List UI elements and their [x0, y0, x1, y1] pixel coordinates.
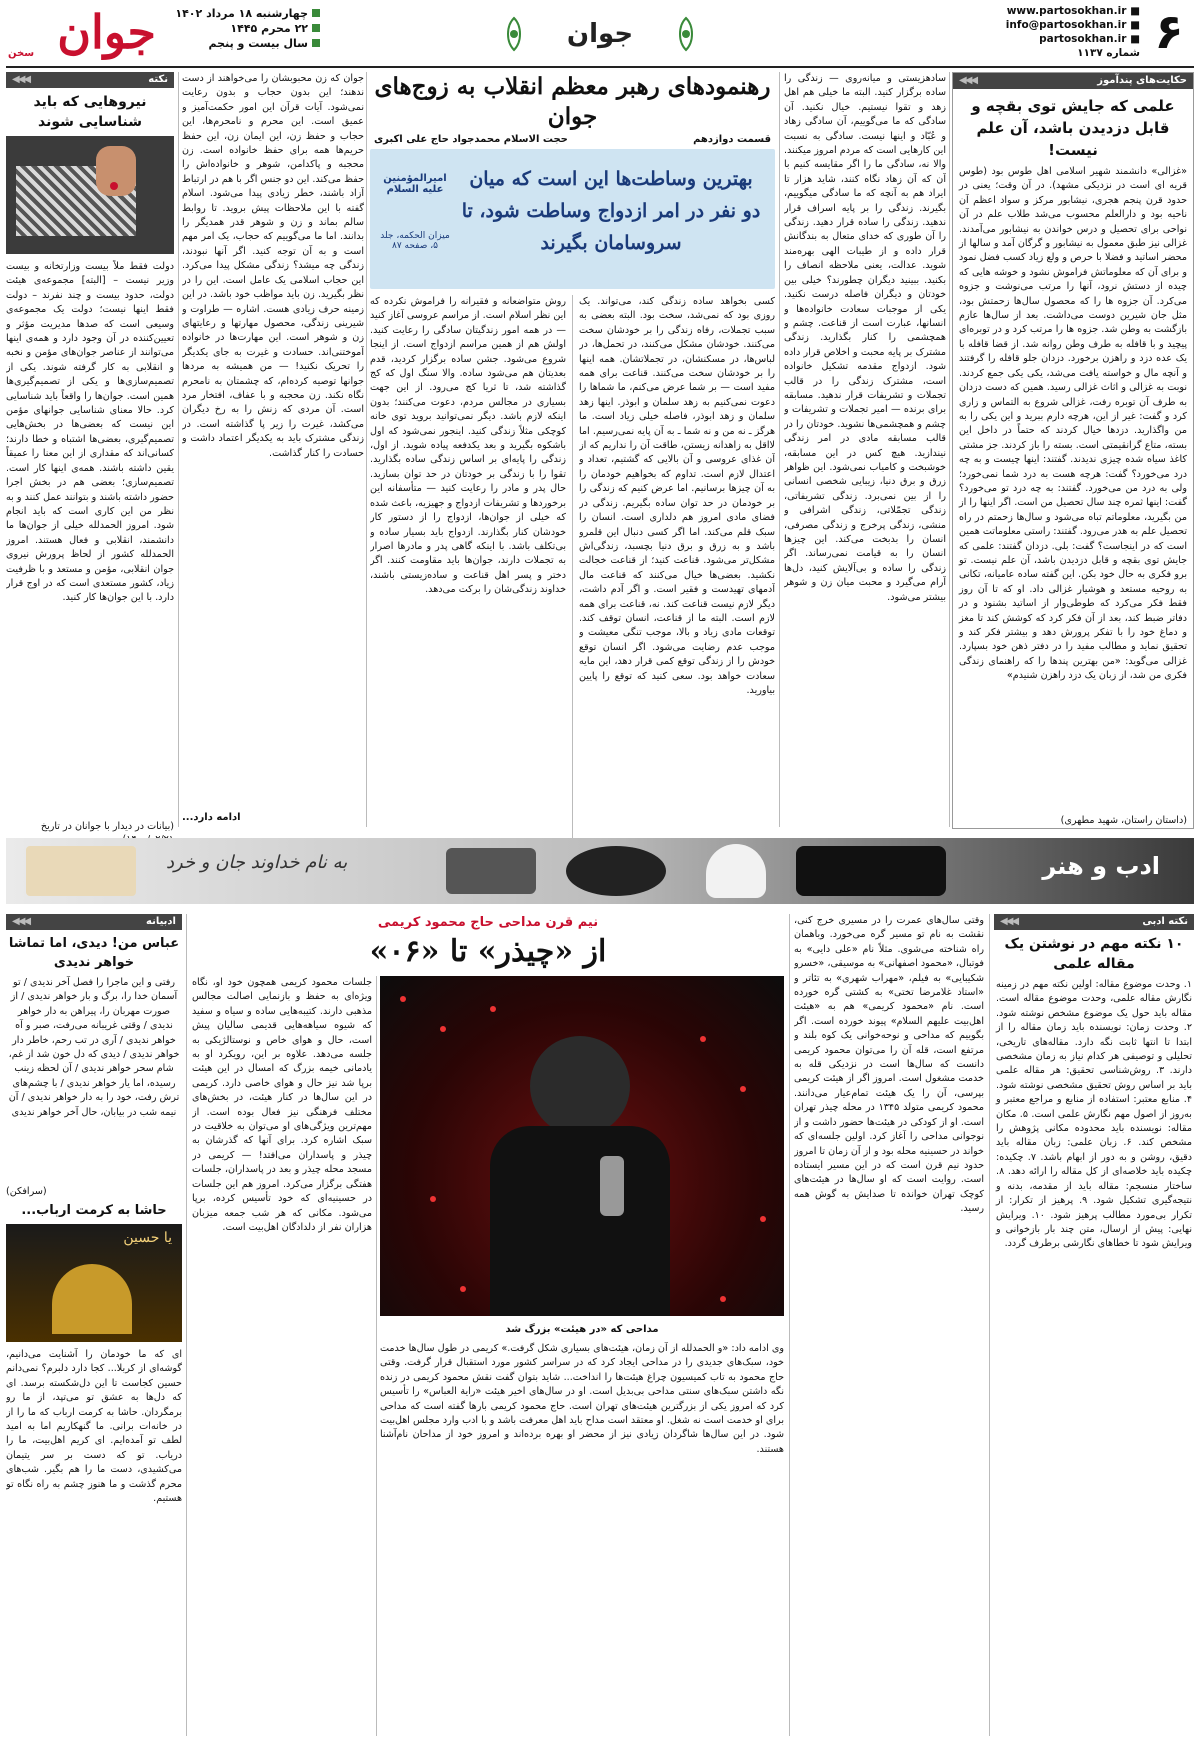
- author-name: حجت الاسلام محمدجواد حاج علی اکبری: [374, 134, 568, 145]
- music-subhead: مداحی که «در هیئت» بزرگ شد: [505, 1324, 659, 1335]
- volume-year: سال بیست و پنجم: [208, 37, 308, 50]
- microphone-icon: [600, 1156, 624, 1216]
- poem-title: عباس من! دیدی، اما تماشا خواهر ندیدی: [8, 936, 180, 970]
- poetry-header: ادبیانه ◀◀◀: [6, 914, 182, 930]
- shrine-image: [6, 1224, 182, 1342]
- logo-text: جوان: [57, 5, 156, 59]
- music-article: [192, 914, 784, 1736]
- note-box: [6, 72, 174, 832]
- section-title-box: [470, 6, 730, 62]
- globe-icon: ■: [1130, 5, 1140, 17]
- banner-calligraphy: به نام خداوند جان و خرد: [166, 852, 348, 873]
- arrows-icon: ◀◀◀: [12, 916, 30, 927]
- column-divider: [949, 72, 950, 827]
- instagram-icon: ■: [1130, 33, 1140, 45]
- arrows-icon: ◀◀◀: [959, 75, 977, 86]
- column-divider: [178, 72, 179, 827]
- music-article-col-c: جلسات محمود کریمی همچون خود او، نگاه ویژه‌ای به حفظ و بازنمایی اصالت مجالس مذهبی دارند. کتیبه‌هایی ساده و سیاه و سفید که شیوه سیاهه‌هایی قدیمی سالیان پیش است، حال و هوای خاص و نوستالژیکی به جلسه می‌دهد. علاوه بر این، رویکرد او به یادمانی خیمه بزرگ که امسال در این هیئت برپا شد نیز حال و هوای خاصی دارد. کریمی در این سال‌ها در کنار هیئت، در بخش‌های مختلف فرهنگی نیز فعال بوده است. از مهم‌ترین ویژگی‌های او می‌توان به خلاقیت در سبک اشاره کرد. برای آنها که گذرشان به چیذر و پاسداران می‌افتد! — کریمی در مسجد محله چیذر و بعد در پاسداران، جلسات هفتگی برگزار می‌کرد. امروز هم این جلسات در حسینیه‌ای که خود تأسیس کرده، برپا می‌شود. مکانی که هر شب جمعه میزبان هزاران نفر از دلدادگان اهل‌بیت است.: [192, 977, 372, 1233]
- music-article-kicker: نیم قرن مداحی حاج محمود کریمی: [377, 915, 599, 930]
- literary-note-header: نکته ادبی ◀◀◀: [994, 914, 1194, 930]
- main-article: [370, 72, 775, 827]
- column-divider: [789, 914, 790, 1736]
- quote-text: بهترین وساطت‌ها این است که میان دو نفر در امر ازدواج وساطت شود، تا سروسامان بگیرند: [461, 168, 761, 254]
- poet-name: (سرافکن): [6, 1186, 47, 1197]
- person-body: [490, 1126, 670, 1316]
- logo-subtext: سخن: [8, 48, 35, 59]
- book-image: [26, 846, 136, 896]
- person-head: [530, 1036, 630, 1136]
- video-camera-image: [796, 846, 946, 896]
- music-article-col-b: وی ادامه داد: «و الحمدلله از آن زمان، هیئت‌های بسیاری شکل گرفت.» کریمی در طول سال‌ها خدمت خود، سبک‌های جدیدی را در مداحی ایجاد کرد که در سراسر کشور مورد استقبال قرار گرفت. وقتی حاج محمود به تاب کمیسیون چراغ هیئت‌ها را انداخت... شاید بتوان گفت نقش محمود کریمی در زنده نگه داشتن سبک‌های سنتی مداحی بی‌بدیل است. او در سال‌های اخیر هیئت «رایة العباس» را تأسیس کرد که امروز یکی از بزرگترین هیئت‌های تهران است. حاج محمود کریمی بارها گفته است که مداحی برای او خدمت است نه شغل. او معتقد است مداح باید اهل معرفت باشد و با ادب وارد مجلس اهل‌بیت شود. در این سال‌ها شاگردان زیادی نیز از محضر او بهره برده‌اند و امروز خود از مداحان نام‌آشنا هستند.: [380, 1343, 784, 1455]
- photo-eulogist: [380, 976, 784, 1316]
- note-column-header: نکته ◀◀◀: [6, 72, 174, 88]
- photo-hand-scarf: [6, 136, 174, 254]
- series-label: قسمت دوازدهم: [693, 134, 771, 145]
- ring-icon: [110, 182, 118, 190]
- email-link[interactable]: info@partosokhan.ir: [1005, 19, 1127, 31]
- arrows-icon: ◀◀◀: [1000, 916, 1018, 927]
- main-article-title: رهنمودهای رهبر معظم انقلاب به زوج‌های جوان: [374, 73, 771, 130]
- section-title: جوان: [566, 19, 634, 49]
- bullet-icon: [312, 24, 320, 32]
- main-article-col-a: کسی بخواهد ساده زندگی کند، می‌تواند. یک روزی بود که نمی‌شد، سخت بود. البته بعضی به سبب تجملات، رفاه زندگی را بر خودشان سخت می‌کنند. خودشان مشکل می‌کنند، در تحمل‌ها، در لباس‌ها، در مسکنشان، در تجملاتشان. همه اینها را بر خودشان سخت می‌کنند. قناعت برای همه مفید است — بر شما عرض می‌کنم، ما شماها را دعوت نمی‌کنیم به زهد سلمان و ابوذر. اینها زهد سلمان و زهد ابوذر، فاصله خیلی زیاد است. ما هرگز ـ نه من و نه شما ـ به آن پایه نمی‌رسیم. اما لااقل به زاهدانه زیستن، طاقت آن را نداریم که از آن غذای عروسی و آن بالایی که گشتیم، تعداد و اعتدال لازم است. تداوم که بخواهیم خودمان را به آن چیزها برسانیم. اما عرض کنیم که زندگی را بر خودمان در حد توان ساده بگیریم. زندگی در فضای مادی امروز هم دلداری است. انسان را سبک قلم می‌کند. اما اگر کسی دنبال این قلمرو باشد و به زرق و برق دنیا بچسبد، زندگی‌اش مشکل‌تر می‌شود. قناعت کنید؛ از قناعت خجالت نکشید. بعضی‌ها خیال می‌کنند که قناعت مال آدمهای تهیدست و فقیر است. و اگر آدم داشت، دیگر لازم نیست قناعت کند. نه، قناعت برای همه لازم است. البته ما از قناعت، انسان توقف کند. توقعات مادی زیاد و بالا، موجب تنگی معیشت و موجب عدم رضایت می‌شود. اگر انسان توقع خودش را از زندگی توقع کمی قرار دهد، این مایه سعادت خواهد بود. سعی کنید که توقع را پایین بیاورید.: [579, 296, 775, 696]
- advice-text: سادهزیستی و میانه‌روی — زندگی را ساده برگزار کنید. البته ما خیلی هم اهل زهد و تقوا نیستیم. خیال نکنید. آن سادگی که ما می‌گوییم، آن سادگی زهاد و عُبّاد و اینها نیست. سادگی به نسبت این کارهایی است که مردم امروز میکنند. والا نه، سادگی ما را اگر مقایسه کنیم با آن که آن زهاد نگاه کنند، شاید هزار تا ایراد هم به آنچه که ما سادگی میگوییم، بگیرند. زندگی را بر پایه اسراف قرار ندهید. زندگی را ساده قرار دهید. زندگی را آن طوری که خدای متعال به بندگانش قرار داده و از طیبات الهی بهره‌مند شوید. عدالت، یعنی ملاحظه انصاف را بکنید. ببینید دیگران چطورند؟ خیلی بین خودتان و دیگران فاصله درست نکنید. یکی از موجبات سعادت خانواده‌ها و انسانها، عبارت است از قناعت. چشم و همچشمی را کنار بگذارید. زندگی مشترک بر پایه محبت و اخلاص قرار داده شود. ازدواج مقدمه تشکیل خانواده است، مشترک زندگی را در قالب تجملات و تشریفات قرار ندهید. مسابقه برای برنده — امیر تجملات و تشریفات و چشم و همچشمی‌ها نشوید. خودتان را در قالب مسابقه مادی در امر زندگی نیندازید. هیچ کس در این مسابقه، خوشبخت و کامیاب نمی‌شود. این ظواهر زرق و برق دنیا، زیبایی شخصی انسانی را از بین نمی‌برد. زندگی تشریفاتی، زندگی تجمّلاتی، زندگی اشرافی و منشی، زندگی پرخرج و زندگی مصرفی، انسان را بدبخت می‌کند. این چیزها انسان را به قیامت نمی‌رساند. اگر زندگی را ساده و بی‌آلایش کنید، دل‌ها آرام می‌گیرد و محبت میان زن و شوهر بیشتر می‌شود.: [784, 73, 946, 603]
- dome-shape: [52, 1264, 132, 1334]
- banner-section-title: ادب و هنر: [1042, 852, 1160, 880]
- music-article-title: از «چیذر» تا «۰۶»: [369, 934, 607, 969]
- story-box: [952, 72, 1194, 829]
- bullet-icon: [312, 39, 320, 47]
- instagram-link[interactable]: partosokhan.ir: [1039, 33, 1127, 45]
- website-link[interactable]: www.partosokhan.ir: [1006, 5, 1127, 17]
- film-reel-image: [566, 846, 666, 896]
- quote-source: میزان الحکمه، جلد ۵، صفحه ۸۷: [380, 231, 450, 251]
- story-source: (داستان راستان، شهید مطهری): [1060, 815, 1187, 826]
- ornament-icon: [500, 16, 528, 52]
- poetry-box: [6, 914, 182, 1736]
- mask-image: [706, 844, 766, 898]
- music-article-col-a: وقتی سال‌های عمرت را در مسیری خرج کنی، نقشت به نام تو مسیر گره می‌خورد. وباهمان راه شناخته می‌شوی. مثلاً نام «علی دایی» به فوتبال، «محمود اصفهانی» به موسیقی، «خسرو شکیبایی» به فیلم، «مهراب شهری» به تئاتر و «استاد غلامرضا تختی» به کشتی گره خورده است. نام «محمود کریمی» هم به «هیئت اهل‌بیت علیهم السلام» پیوند خورده است. اگر بگوییم که مداحی و نوحه‌خوانی یک کوه بلند و مرتفع است، قله آن را می‌توان محمود کریمی دانست که سال‌ها است در نزدیکی قله به خدمت مشغول است. امروز اگر از هیئت کریمی بپرسی، آن را یک هیئت تمام‌عیار می‌دانند. محمود کریمی متولد ۱۳۴۵ در محله چیذر تهران است. او از کودکی در هیئت‌ها حضور داشت و از نوجوانی مداحی را آغاز کرد. اولین جلسه‌ای که خواند در حسینیه محله بود و از آن زمان تا امروز حدود نیم قرن است که در این مسیر ایستاده است. روایت است که او سال‌ها در هیئت‌های کوچک تهران خوانده تا صدایش به گوش همه رسید.: [794, 915, 984, 1215]
- column-divider: [186, 914, 187, 1736]
- note-reference: (بیانات در دیدار با جوانان در تاریخ: [40, 821, 174, 832]
- date-persian: چهارشنبه ۱۸ مرداد ۱۴۰۲: [175, 7, 308, 20]
- bullet-icon: [312, 9, 320, 17]
- story-body: «غزالی» دانشمند شهیر اسلامی اهل طوس بود (طوس قریه ای است در نزدیکی مشهد). در آن وقت؛ یعنی در حدود قرن پنجم هجری، نیشابور مرکز و سواد اعظم آن ناحیه بود و دارالعلم محسوب می‌شد طلاب علم در آن نواحی برای تحصیل و درس خواندن به نیشابور می‌آمدند. غزالی نیز طبق معمول به نیشابور و گرگان آمد و سالها از محضر اساتید و فضلا با حرص و ولع زیاد کسب فضل نمود و برای آن که معلوماتش فراموش نشود و خوشه هایی که چیده از دستش نرود، آنها را مرتب می‌نوشت و جزوه می‌کرد. آن جزوه ها را که محصول سال‌ها زحمتش بود، مثل جان شیرین دوست می‌داشت. بعد از سال‌ها عازم بازگشت به وطن شد. جزوه ها را مرتب کرد و در توبره‌ای پیچید و با قافله به طرف وطن روانه شد. از قضا قافله با یک عده دزد و راهزن برخورد. دزدان جلو قافله را گرفتند و آنچه مال و خواسته یافت می‌شد، یکی یکی جمع کردند. نوبت به غزالی و اثاث غزالی رسید. همین که دست دزدان به طرف آن توبره رفت، غزالی شروع به التماس و زاری کرد و گفت: غیر از این، هرچه دارم ببرید و این یکی را به من واگذارید. دزدها خیال کردند که حتماً در داخل این بسته، متاع گرانقیمتی است. بسته را باز کردند. جز مشتی کاغذ سیاه شده چیزی ندیدند. گفتند: اینها چیست و به چه درد می‌خورد؟ گفت: هرچه هست به درد شما نمی‌خورد؛ ولی به درد من می‌خورد. گفتند: به چه درد تو می‌خورد؟ گفت: اینها ثمره چند سال تحصیل من است. اگر اینها را از من بگیرید، معلوماتم تباه می‌شود و سال‌ها زحمتم در راه تحصیل علم به هدر می‌رود. گفتند: راستی معلوماتت همین است که در اینجاست؟ گفت: بلی. دزدان گفتند: علمی که جایش توی بقچه و قابل دزدیدن باشد، آن علم نیست. تو برو فکری به حال خود بکن. این گفته ساده عامیانه، تکانی به روحیه مستعد و هوشیار غزالی داد. او که تا آن روز فقط فکر می‌کرد که طوطی‌وار از اساتید بشنود و در دفاتر ضبط کند، بعد از آن فکر کرد که کوشش کند تا مغز و دماغ خود را با تفکر پرورش دهد و بیشتر فکر کند و تحقیق نماید و مطالب مفید را در دفتر ذهن خود بسپارد. غزالی می‌گوید: «من بهترین پندها را که راهنمای زندگی فکری من شد، از زبان یک دزد راهزن شنیدم»: [959, 166, 1187, 682]
- date-box: [160, 6, 320, 66]
- poem-body: رفتی و این ماجرا را فصل آخر ندیدی / تو آسمان خدا را، برگ و بار خواهر ندیدی / از صورت مهربان را، پیراهن به دار خواهر ندیدی / وقتی غریبانه می‌رفت، صبر و آه خواهر ندیدی / آری در تب رحم، خاطر دار خواهر ندیدی / دیدی که دل خون شد از غم، شام سحر خواهر ندیدی / آن لحظه زینب رسیده، اما یار خواهر ندیدی / با چشم‌های ترش رفت، خود را به دار خواهر ندیدی / آن نیمه شب در بیابان، حال آخر خواهر ندیدی: [8, 977, 180, 1118]
- arrows-icon: ◀◀◀: [12, 74, 30, 85]
- literary-note-box: [994, 914, 1194, 1736]
- poem-body-2: ای که ما خودمان را آشنایت می‌دانیم، گوشه‌ای از کربلا... کجا دارد دلبرم؟ نمی‌دانم حسین کجاست تا این دل‌شکسته برسد. ای که دل‌ها به عشق تو می‌تپد، از ما رو برمگردان. حاشا به کرمت ارباب که ما را از در خانه‌ات برانی. ما گنهکاریم اما به امید لطف تو آمده‌ایم. ای کریم اهل‌بیت، ما را دریاب. تو که دست بر سر یتیمان می‌کشیدی، دست ما را هم بگیر. شب‌های محرم گذشت و ما هنوز چشم به راه نگاه تو هستیم.: [6, 1349, 182, 1505]
- contact-box: [970, 4, 1140, 64]
- poem-title-2: حاشا به کرمت ارباب...: [21, 1203, 167, 1218]
- masthead-logo: [6, 4, 156, 64]
- mail-icon: ■: [1130, 19, 1140, 31]
- main-article-col-b: روش متواضعانه و فقیرانه را فراموش نکرده که این نظر اسلام است. از مراسم عروسی آغاز کنید — در همه امور زندگیتان سادگی را رعایت کنید. اولش هم از همین مراسم ازدواج است. از اینجا شروع می‌شود. جشن ساده برگزار کردید، قدم بعدیتان هم می‌شود ساده. والا سنگ اول که کج گذاشته شد، تا ثریا کج می‌رود. از این جهت بسیاری در مجالس مردم، دعوت می‌کنند؛ بدون اینکه لازم باشد. دیگر نمی‌توانید بروید توی خانه کوچکی مثلاً زندگی کنید. اینجور نمی‌شود که اول باشکوه بگیرید و بعد یکدفعه پیاده شوید. از اول، زندگی را پایه‌ای بر اساس زندگی ساده بگذارید. تقوا را با زندگی بر خودتان در حد توان بسازید. حال پدر و مادر را رعایت کنید — متأسفانه این برخوردها و تشریفات ازدواج و جهیزیه، باعث شده که خیلی از جوان‌ها، ازدواج را از دستور کار خودشان کنار بگذارند. ازدواج باید بسیار ساده و بی‌تکلف باشد. با اینکه گاهی پدر و مادرها اصرار به تجملات دارند، جوان‌ها باید مقاومت کنند. اگر دختر و پسر اهل قناعت و ساده‌زیستی باشند، خداوند زندگی‌شان را برکت می‌دهد.: [370, 296, 567, 596]
- header-rule: [6, 66, 1194, 68]
- quote-box: [370, 149, 775, 289]
- shrine-calligraphy: یا حسین: [123, 1230, 172, 1246]
- literary-note-title: ۱۰ نکته مهم در نوشتن یک مقاله علمی: [1004, 936, 1184, 972]
- column-divider: [779, 72, 780, 827]
- note-title: نیروهایی که باید شناسایی شوند: [33, 94, 147, 130]
- rose-petals: [400, 996, 406, 1002]
- story-title: علمی که جایش توی بقچه و قابل دزدیدن باشد، آن علم نیست!: [971, 97, 1175, 159]
- camera-image: [446, 848, 536, 894]
- page-number: ۶: [1154, 4, 1184, 60]
- story-column-header: حکایت‌های پندآموز ◀◀◀: [953, 73, 1193, 89]
- continued-label: ادامه دارد...: [182, 812, 241, 823]
- quote-attribution: امیرالمؤمنین علیه السلام: [383, 173, 447, 195]
- column-divider: [989, 914, 990, 1736]
- column-divider: [366, 72, 367, 827]
- note-body: دولت فقط ملاً بیست وزارتخانه و بیست وزیر نیست – [البته] مجموعه‌ی هیئت دولت، حدود بیست و چند نفرند – دولت فقط اینها نیست؛ دولت یک مجموعه‌ی وسیعی است که صدها مدیریت مؤثر و تعیین‌کننده در آن وجود دارد و همه‌ی اینها می‌توانند از عناصر جوان‌های مؤمن و نخبه و انقلابی به کار گرفته شوند. یکی از تصمیم‌سازی‌ها و یکی از تصمیم‌گیری‌ها همین است. جوان‌ها را واقعاً باید شناسایی کرد. حالا معنای شناسایی جوانهای مؤمن این نیست که بعضی‌ها در بخش‌هایی تصمیم‌گیری، بعضی‌ها اشتباه و خطا دارند؛ کسانی‌اند که مقداری از این معنا را عمیقاً یقین داشته باشند. همه‌ی اینها کار است. تصمیم‌سازی؛ بعضی هم در بخش اجرا حضور داشته باشند و بتوانند عمل کنند و به نظر من این کاری است که باید انجام شود. امروز الحمدلله خیلی از جوان‌ها ما دانشمند، انقلابی و فعال هستند. امروز الحمدلله کشور از لحاظ پرورش نیروی جوان انقلابی، مؤمن و مستعد و با ظرفیت زیاد، کشور مستعدی است که در اوج قرار دارد. با این جوان‌ها کار کنید.: [6, 261, 174, 604]
- main-article-col-c: جوان که زن محبوبشان را می‌خواهند از دست ندهند؛ این بدون حجاب و بدون رعایت نمی‌شود. آیات قرآن این امور حکمت‌آمیز و عمیق است. این محرم و نامحرم‌ها، این حجاب و حفظ زن، این ایمان زن، این حفظ حریم‌ها همه برای حفظ خانواده است. زن محجبه و پاکدامن، شوهر و خانواده‌اش را حفظ می‌کند. این دو جنس اگر با هم در ارتباط آزاد باشند، خطر زیادی پیدا می‌شود. اسلام گفته با این ملاحظات پیش بروید. تا روابط سالم بماند و زن و شوهر قدر همدیگر را بدانند. اما ما می‌گوییم که حجاب، یک امر مهم است و به آن توجه کنید. اگر آنها نبودند، زندگی چه میشد؟ زندگی مشکل پیدا می‌کرد. این حجاب اسلامی یک عامل است. این را در نظر بگیرید. زن باید مواظب خود باشد. در این زمینه حرف زیادی هست. اشاره — طراوت و شیرینی زندگی، محصول مهارتها و رعایتهای زن و شوهر است. این مهارت‌ها در خانواده آموختنی‌اند. حسادت و غیرت به جای یکدیگر را تحریک نکنید! — من همیشه به مردها جوانها توصیه کرده‌ام، که چشمتان به نامحرم نگاه نکند. زن محجبه و با عفاف، افتخار مرد است. آن مردی که زنش را به رخ دیگران می‌کشد، غیرت را زیر پا گذاشته است. در زندگی مشترک باید به یکدیگر اعتماد داشت و حسادت را کنار گذاشت.: [182, 73, 364, 459]
- literary-note-body: ۱. وحدت موضوع مقاله: اولین نکته مهم در زمینه نگارش مقاله علمی، وحدت موضوع مقاله است. مقاله باید حول یک موضوع مشخص نوشته شود. ۲. وحدت زمان: نویسنده باید زمان مقاله را از ابتدا تا انتها ثابت نگه دارد. مقاله‌های تاریخی، تحلیلی و توصیفی هر کدام نیاز به زمان مشخصی دارند. ۳. روش‌شناسی تحقیق: هر مقاله علمی باید بر اساس روش تحقیق مشخصی نوشته شود. ۴. منابع معتبر: استفاده از منابع و مراجع معتبر و به‌روز از اصول مهم نگارش علمی است. ۵. مکان مقاله: نویسنده باید محدوده مکانی پژوهش را مشخص کند. ۶. زبان علمی: زبان مقاله باید دقیق، روشن و به دور از ابهام باشد. ۷. چکیده: چکیده باید خلاصه‌ای از کل مقاله را ارائه دهد. ۸. ساختار منسجم: مقاله باید از مقدمه، بدنه و نتیجه‌گیری تشکیل شود. ۹. پرهیز از تکرار: از تکرار بی‌مورد مطالب پرهیز شود. ۱۰. ویرایش نهایی: پیش از ارسال، متن چند بار بازخوانی و ویرایش شود تا خطاهای نگارشی برطرف گردد.: [996, 979, 1193, 1250]
- issue-number: شماره ۱۱۳۷: [1077, 47, 1140, 59]
- arts-banner: [6, 838, 1194, 904]
- date-hijri: ۲۲ محرم ۱۴۴۵: [230, 22, 308, 35]
- ornament-icon: [672, 16, 700, 52]
